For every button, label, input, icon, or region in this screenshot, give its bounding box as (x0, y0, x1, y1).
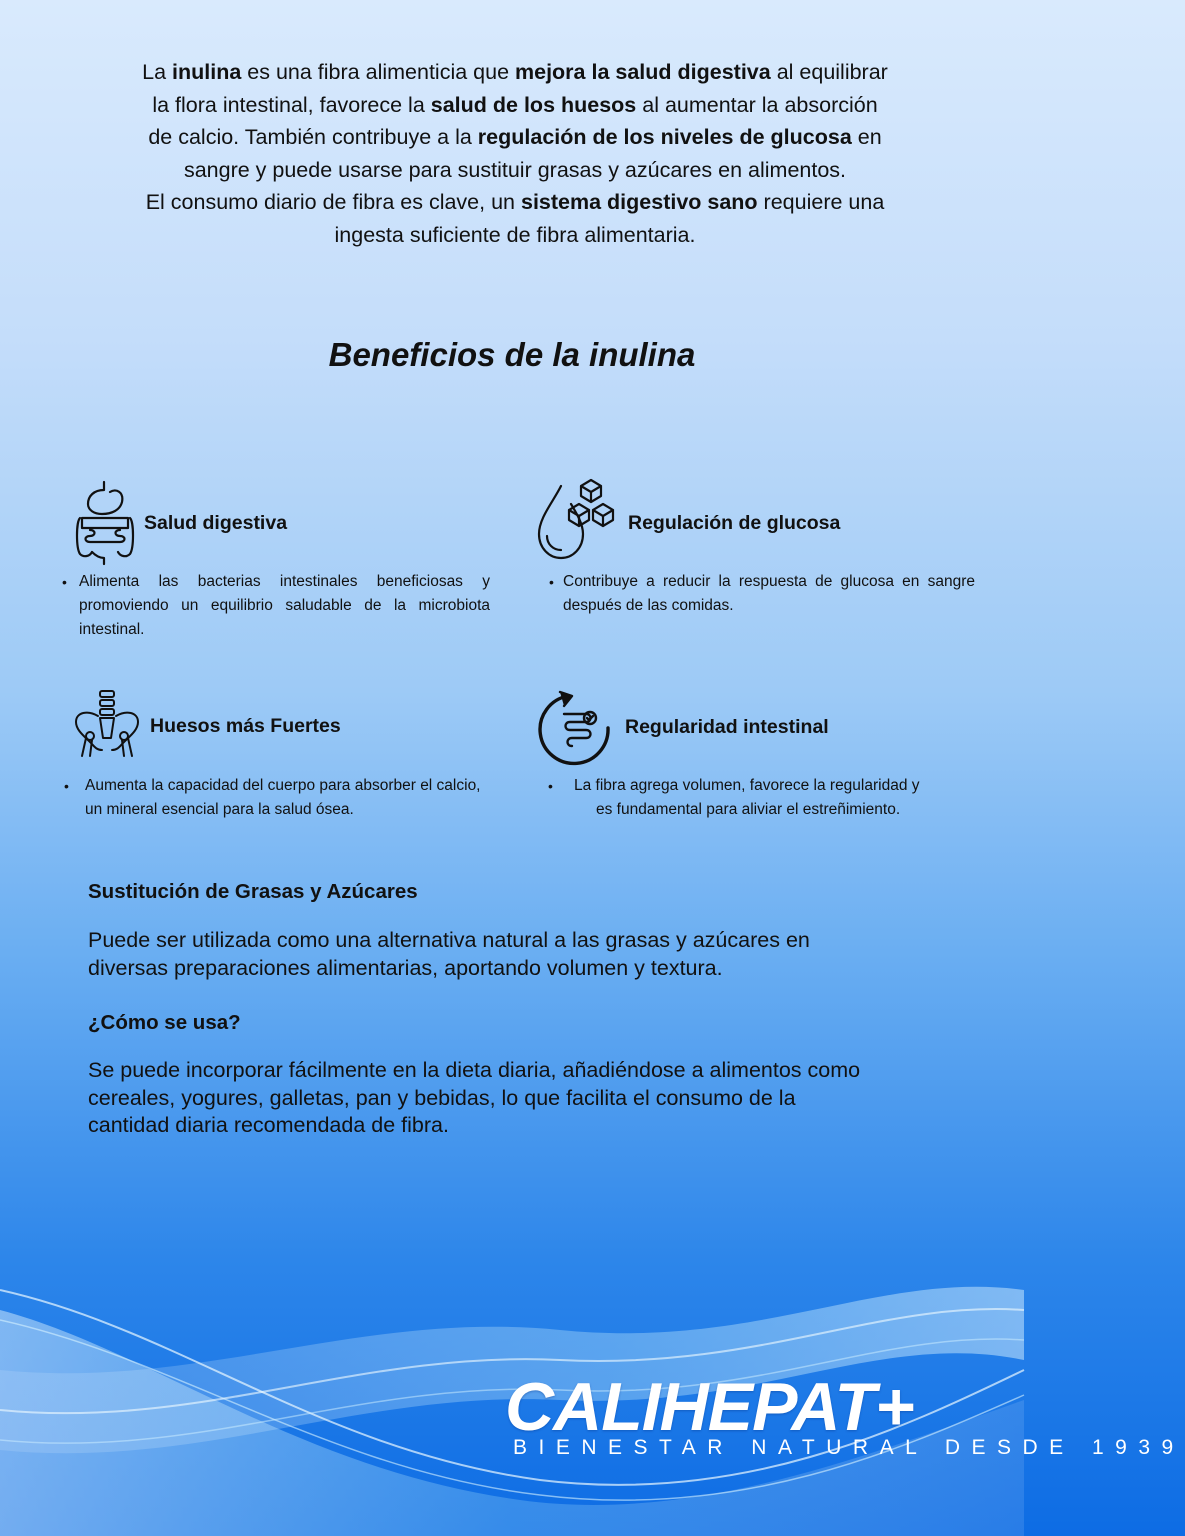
list-item (538, 774, 978, 822)
benefit-list (535, 570, 975, 618)
bullet: • (64, 778, 69, 794)
text-line: cantidad diaria recomendada de fibra. (88, 1113, 449, 1137)
sugar-drop-icon (535, 476, 619, 564)
benefit-title: Huesos más Fuertes (150, 715, 341, 737)
benefit-list (62, 570, 490, 642)
intro-line: El consumo diario de fibra es clave, un sistema digestivo sano requiere una (145, 190, 885, 214)
benefit-text: La fibra agrega volumen, favorece la regularidad y (574, 777, 920, 794)
intro-line: la flora intestinal, favorece la salud de los huesos al aumentar la absorción (152, 92, 878, 117)
bullet: • (548, 778, 553, 794)
substitution-title: Sustitución de Grasas y Azúcares (88, 880, 418, 903)
list-item (535, 570, 975, 618)
list-item (64, 774, 500, 822)
intro-line: sangre y puede usarse para sustituir grasas y azúcares en alimentos. (183, 157, 847, 182)
benefit-regularity (538, 688, 978, 822)
section-title: Beneficios de la inulina (328, 336, 696, 373)
list-item (62, 570, 490, 642)
benefit-title: Salud digestiva (144, 512, 288, 534)
intro-line: La inulina es una fibra alimenticia que mejora la salud digestiva al equilibrar (142, 60, 888, 84)
brand-tagline: BIENESTAR NATURAL DESDE 1939 (513, 1436, 1185, 1459)
text-line: cereales, yogures, galletas, pan y bebidas, lo que facilita el consumo de la (88, 1085, 796, 1110)
text-line: diversas preparaciones alimentarias, aportando volumen y textura. (88, 955, 723, 980)
benefit-title: Regularidad intestinal (625, 716, 829, 738)
benefit-bones (64, 688, 500, 822)
pelvis-bones-icon (72, 688, 142, 760)
benefit-text: Contribuye a reducir la respuesta de glucosa en sangre después de las comidas. (563, 573, 975, 614)
text-line: Se puede incorporar fácilmente en la dieta diaria, añadiéndose a alimentos como (88, 1058, 861, 1082)
benefit-list (64, 774, 500, 822)
benefit-glucose (535, 476, 975, 618)
bullet: • (62, 574, 67, 590)
benefit-digestive (62, 478, 490, 642)
benefit-text: es fundamental para aliviar el estreñimiento. (596, 801, 901, 818)
benefit-title: Regulación de glucosa (628, 512, 841, 534)
intestine-cycle-icon (538, 688, 614, 768)
usage-text (88, 1057, 968, 1140)
benefit-text: Alimenta las bacterias intestinales beneficiosas y promoviendo un equilibrio saludable de la microbiota intestinal. (79, 573, 490, 638)
bullet: • (549, 574, 554, 590)
brand-logo (505, 1368, 1185, 1468)
intro-line: ingesta suficiente de fibra alimentaria. (334, 222, 696, 247)
benefit-list (538, 774, 978, 822)
benefit-text: Aumenta la capacidad del cuerpo para absorber el calcio, un mineral esencial para la salud ósea. (85, 777, 481, 818)
substitution-text (88, 927, 968, 982)
text-line: Puede ser utilizada como una alternativa natural a las grasas y azúcares en (88, 928, 810, 952)
intro-line: de calcio. También contribuye a la regulación de los niveles de glucosa en (148, 125, 882, 149)
usage-title: ¿Cómo se usa? (88, 1011, 241, 1034)
digestive-system-icon (74, 478, 136, 566)
intro-paragraph (80, 56, 950, 251)
brand-name: CALIHEPAT+ (505, 1369, 914, 1445)
